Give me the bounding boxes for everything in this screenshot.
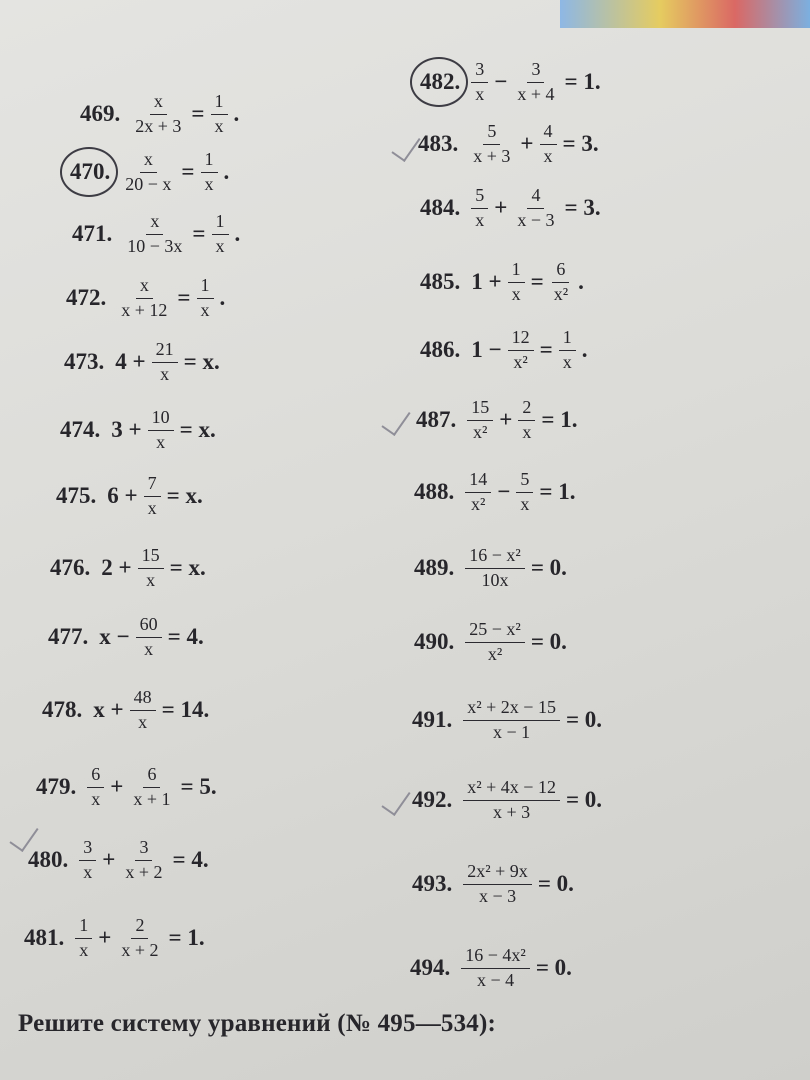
- numerator: x² + 2x − 15: [463, 698, 560, 721]
- equation-symbol: x −: [99, 624, 130, 650]
- problem-469: [80, 92, 242, 137]
- equation-symbol: .: [223, 159, 230, 185]
- equation-symbol: = 0.: [530, 629, 567, 655]
- fraction: [197, 276, 214, 321]
- denominator: 2x + 3: [135, 115, 182, 136]
- denominator: x: [522, 421, 532, 442]
- fraction: [559, 328, 576, 373]
- fraction: [508, 260, 525, 305]
- equation-symbol: = 1.: [564, 69, 601, 95]
- numerator: 1: [201, 150, 218, 173]
- equation-symbol: = 4.: [167, 624, 204, 650]
- problem-491: [412, 698, 605, 743]
- equation: [460, 862, 577, 907]
- equation-symbol: +: [499, 407, 513, 433]
- fraction: [465, 470, 491, 515]
- denominator: x: [79, 939, 89, 960]
- equation-symbol: = 1.: [168, 925, 205, 951]
- numerator: 1: [508, 260, 525, 283]
- fraction: [465, 546, 525, 591]
- fraction: [123, 212, 186, 257]
- equation-symbol: .: [233, 101, 240, 127]
- problem-number: 476.: [50, 555, 91, 581]
- denominator: x: [160, 363, 170, 384]
- fraction: [144, 474, 161, 519]
- equation-symbol: =: [181, 159, 195, 185]
- numerator: 4: [527, 186, 544, 209]
- equation: [462, 620, 570, 665]
- equation-symbol: .: [234, 221, 241, 247]
- numerator: 1: [212, 212, 229, 235]
- numerator: 2: [518, 398, 535, 421]
- cover-edge-strip: [560, 0, 810, 28]
- denominator: x: [215, 235, 225, 256]
- fraction: [463, 698, 560, 743]
- numerator: 60: [136, 615, 162, 638]
- fraction: [465, 620, 525, 665]
- fraction: [79, 838, 96, 883]
- equation: [120, 212, 243, 257]
- numerator: 16 − 4x²: [461, 946, 530, 969]
- numerator: 7: [144, 474, 161, 497]
- equation: [104, 474, 205, 519]
- problem-478: [42, 688, 212, 733]
- problem-number: 471.: [72, 221, 113, 247]
- problem-482: [420, 60, 604, 105]
- numerator: 3: [135, 838, 152, 861]
- problem-477: [48, 615, 207, 660]
- equation-symbol: 2 +: [101, 555, 132, 581]
- numerator: 1: [197, 276, 214, 299]
- equation-symbol: 1 +: [471, 269, 502, 295]
- equation: [468, 186, 603, 231]
- problem-number: 477.: [48, 624, 89, 650]
- equation: [462, 470, 578, 515]
- problem-472: [66, 276, 228, 321]
- denominator: x: [138, 711, 148, 732]
- problem-number: 491.: [412, 707, 453, 733]
- problem-475: [56, 474, 206, 519]
- equation-symbol: = x.: [183, 349, 220, 375]
- equation: [468, 328, 590, 373]
- equation-symbol: +: [98, 925, 112, 951]
- numerator: 4: [540, 122, 557, 145]
- problem-number: 487.: [416, 407, 457, 433]
- problem-number: 482.: [420, 69, 461, 95]
- equation-symbol: = 1.: [539, 479, 576, 505]
- equation: [460, 778, 605, 823]
- numerator: 16 − x²: [465, 546, 525, 569]
- numerator: 2x² + 9x: [463, 862, 532, 885]
- problem-486: [420, 328, 590, 373]
- numerator: x: [150, 92, 167, 115]
- fraction: [513, 186, 558, 231]
- equation-symbol: =: [191, 101, 205, 127]
- equation-symbol: = 0.: [535, 955, 572, 981]
- denominator: x²: [471, 493, 486, 514]
- fraction: [121, 838, 166, 883]
- equation: [458, 946, 575, 991]
- numerator: 1: [211, 92, 228, 115]
- denominator: x: [83, 861, 93, 882]
- denominator: x + 3: [473, 145, 511, 166]
- numerator: 5: [516, 470, 533, 493]
- denominator: x: [146, 569, 156, 590]
- pencil-check-mark: [381, 404, 410, 436]
- problem-number: 489.: [414, 555, 455, 581]
- equation-symbol: 6 +: [107, 483, 138, 509]
- denominator: x − 1: [493, 721, 531, 742]
- equation-symbol: = 3.: [564, 195, 601, 221]
- denominator: x: [147, 497, 157, 518]
- fraction: [471, 60, 488, 105]
- fraction: [117, 276, 171, 321]
- fraction: [136, 615, 162, 660]
- equation: [76, 838, 211, 883]
- denominator: x: [475, 83, 485, 104]
- equation-symbol: = x.: [166, 483, 203, 509]
- equation: [114, 276, 228, 321]
- numerator: 1: [559, 328, 576, 351]
- equation: [84, 765, 219, 810]
- problem-number: 492.: [412, 787, 453, 813]
- pencil-check-mark: [391, 130, 420, 162]
- denominator: x + 3: [493, 801, 531, 822]
- denominator: x²: [473, 421, 488, 442]
- fraction: [518, 398, 535, 443]
- fraction: [138, 546, 164, 591]
- denominator: x + 1: [133, 788, 171, 809]
- denominator: 10 − 3x: [127, 235, 183, 256]
- problem-494: [410, 946, 575, 991]
- problem-483: [418, 122, 602, 167]
- problem-487: [416, 398, 580, 443]
- fraction: [513, 60, 558, 105]
- equation: [90, 688, 212, 733]
- fraction: [469, 122, 514, 167]
- numerator: 3: [471, 60, 488, 83]
- fraction: [121, 150, 175, 195]
- problem-number: 479.: [36, 774, 77, 800]
- fraction: [471, 186, 488, 231]
- equation-symbol: = 5.: [180, 774, 217, 800]
- equation: [468, 60, 603, 105]
- numerator: 6: [87, 765, 104, 788]
- numerator: 5: [483, 122, 500, 145]
- equation: [468, 260, 587, 305]
- problem-492: [412, 778, 605, 823]
- equation-symbol: =: [530, 269, 544, 295]
- problem-number: 474.: [60, 417, 101, 443]
- fraction: [463, 778, 560, 823]
- equation: [460, 698, 605, 743]
- numerator: 15: [138, 546, 164, 569]
- problem-471: [72, 212, 243, 257]
- equation-symbol: 4 +: [115, 349, 146, 375]
- denominator: x + 2: [125, 861, 163, 882]
- problem-number: 481.: [24, 925, 65, 951]
- problem-number: 486.: [420, 337, 461, 363]
- problem-number: 469.: [80, 101, 121, 127]
- pencil-check-mark: [381, 784, 410, 816]
- problem-493: [412, 862, 577, 907]
- problem-number: 485.: [420, 269, 461, 295]
- denominator: 20 − x: [125, 173, 172, 194]
- equation-symbol: = x.: [179, 417, 216, 443]
- problem-number: 493.: [412, 871, 453, 897]
- equation-symbol: −: [494, 69, 508, 95]
- numerator: 3: [527, 60, 544, 83]
- equation-symbol: =: [539, 337, 553, 363]
- equation-symbol: = 0.: [537, 871, 574, 897]
- section-instruction: Решите систему уравнений (№ 495—534):: [18, 1010, 497, 1037]
- denominator: x: [144, 638, 154, 659]
- fraction: [550, 260, 572, 305]
- denominator: x: [204, 173, 214, 194]
- fraction: [463, 862, 532, 907]
- equation: [96, 615, 206, 660]
- problem-481: [24, 916, 208, 961]
- denominator: x: [511, 283, 521, 304]
- problem-488: [414, 470, 578, 515]
- problem-number: 475.: [56, 483, 97, 509]
- fraction: [148, 408, 174, 453]
- denominator: 10x: [481, 569, 509, 590]
- equation: [118, 150, 232, 195]
- numerator: 10: [148, 408, 174, 431]
- fraction: [130, 688, 156, 733]
- numerator: x² + 4x − 12: [463, 778, 560, 801]
- equation-symbol: x +: [93, 697, 124, 723]
- equation-symbol: 1 −: [471, 337, 502, 363]
- equation-symbol: 3 +: [111, 417, 142, 443]
- equation: [128, 92, 242, 137]
- numerator: 6: [552, 260, 569, 283]
- problem-485: [420, 260, 587, 305]
- numerator: 3: [79, 838, 96, 861]
- equation-symbol: = 0.: [565, 787, 603, 813]
- denominator: x: [200, 299, 210, 320]
- problem-number: 478.: [42, 697, 83, 723]
- equation: [466, 122, 601, 167]
- equation: [112, 340, 222, 385]
- numerator: 1: [75, 916, 92, 939]
- denominator: x: [91, 788, 101, 809]
- denominator: x − 3: [478, 885, 517, 906]
- denominator: x²: [553, 283, 569, 304]
- equation-symbol: .: [581, 337, 588, 363]
- numerator: 25 − x²: [465, 620, 525, 643]
- numerator: 48: [130, 688, 156, 711]
- denominator: x − 3: [517, 209, 555, 230]
- equation-symbol: +: [494, 195, 508, 221]
- equation-symbol: = 14.: [161, 697, 210, 723]
- numerator: 21: [152, 340, 178, 363]
- equation: [98, 546, 208, 591]
- equation-symbol: = 3.: [562, 131, 599, 157]
- fraction: [129, 765, 174, 810]
- fraction: [461, 946, 530, 991]
- denominator: x²: [513, 351, 528, 372]
- numerator: x: [146, 212, 163, 235]
- problem-number: 472.: [66, 285, 107, 311]
- problem-number: 483.: [418, 131, 459, 157]
- denominator: x − 4: [476, 969, 515, 990]
- numerator: 2: [131, 916, 148, 939]
- problem-number: 480.: [28, 847, 69, 873]
- numerator: x: [136, 276, 153, 299]
- equation: [464, 398, 580, 443]
- denominator: x: [520, 493, 530, 514]
- equation-symbol: = x.: [169, 555, 206, 581]
- fraction: [508, 328, 534, 373]
- problem-number: 473.: [64, 349, 105, 375]
- denominator: x + 2: [121, 939, 159, 960]
- fraction: [211, 92, 228, 137]
- equation: [462, 546, 570, 591]
- fraction: [516, 470, 533, 515]
- equation-symbol: +: [520, 131, 534, 157]
- problem-number: 484.: [420, 195, 461, 221]
- denominator: x: [214, 115, 224, 136]
- equation-symbol: +: [102, 847, 116, 873]
- equation-symbol: −: [497, 479, 511, 505]
- numerator: 15: [467, 398, 493, 421]
- fraction: [152, 340, 178, 385]
- denominator: x: [156, 431, 166, 452]
- problem-number: 488.: [414, 479, 455, 505]
- problem-480: [28, 838, 212, 883]
- fraction: [201, 150, 218, 195]
- equation-symbol: =: [192, 221, 206, 247]
- fraction: [117, 916, 162, 961]
- fraction: [540, 122, 557, 167]
- numerator: 5: [471, 186, 488, 209]
- equation-symbol: = 1.: [541, 407, 578, 433]
- numerator: 12: [508, 328, 534, 351]
- denominator: x: [562, 351, 572, 372]
- fraction: [212, 212, 229, 257]
- equation: [108, 408, 218, 453]
- equation: [72, 916, 207, 961]
- equation-symbol: .: [578, 269, 584, 295]
- problem-479: [36, 765, 220, 810]
- denominator: x: [475, 209, 485, 230]
- denominator: x + 12: [121, 299, 168, 320]
- equation-symbol: = 0.: [565, 707, 603, 733]
- problem-490: [414, 620, 570, 665]
- fraction: [75, 916, 92, 961]
- problem-470: [70, 150, 232, 195]
- problem-number: 490.: [414, 629, 455, 655]
- fraction: [131, 92, 185, 137]
- problem-484: [420, 186, 604, 231]
- equation-symbol: = 4.: [172, 847, 209, 873]
- equation-symbol: +: [110, 774, 124, 800]
- problem-476: [50, 546, 209, 591]
- problem-number: 494.: [410, 955, 451, 981]
- numerator: 6: [143, 765, 160, 788]
- problem-489: [414, 546, 570, 591]
- fraction: [467, 398, 493, 443]
- equation-symbol: = 0.: [530, 555, 567, 581]
- fraction: [87, 765, 104, 810]
- equation-symbol: .: [219, 285, 226, 311]
- denominator: x: [543, 145, 553, 166]
- denominator: x²: [487, 643, 503, 664]
- problem-473: [64, 340, 223, 385]
- problem-number: 470.: [70, 159, 111, 185]
- denominator: x + 4: [517, 83, 555, 104]
- problem-474: [60, 408, 219, 453]
- numerator: 14: [465, 470, 491, 493]
- equation-symbol: =: [177, 285, 191, 311]
- numerator: x: [140, 150, 157, 173]
